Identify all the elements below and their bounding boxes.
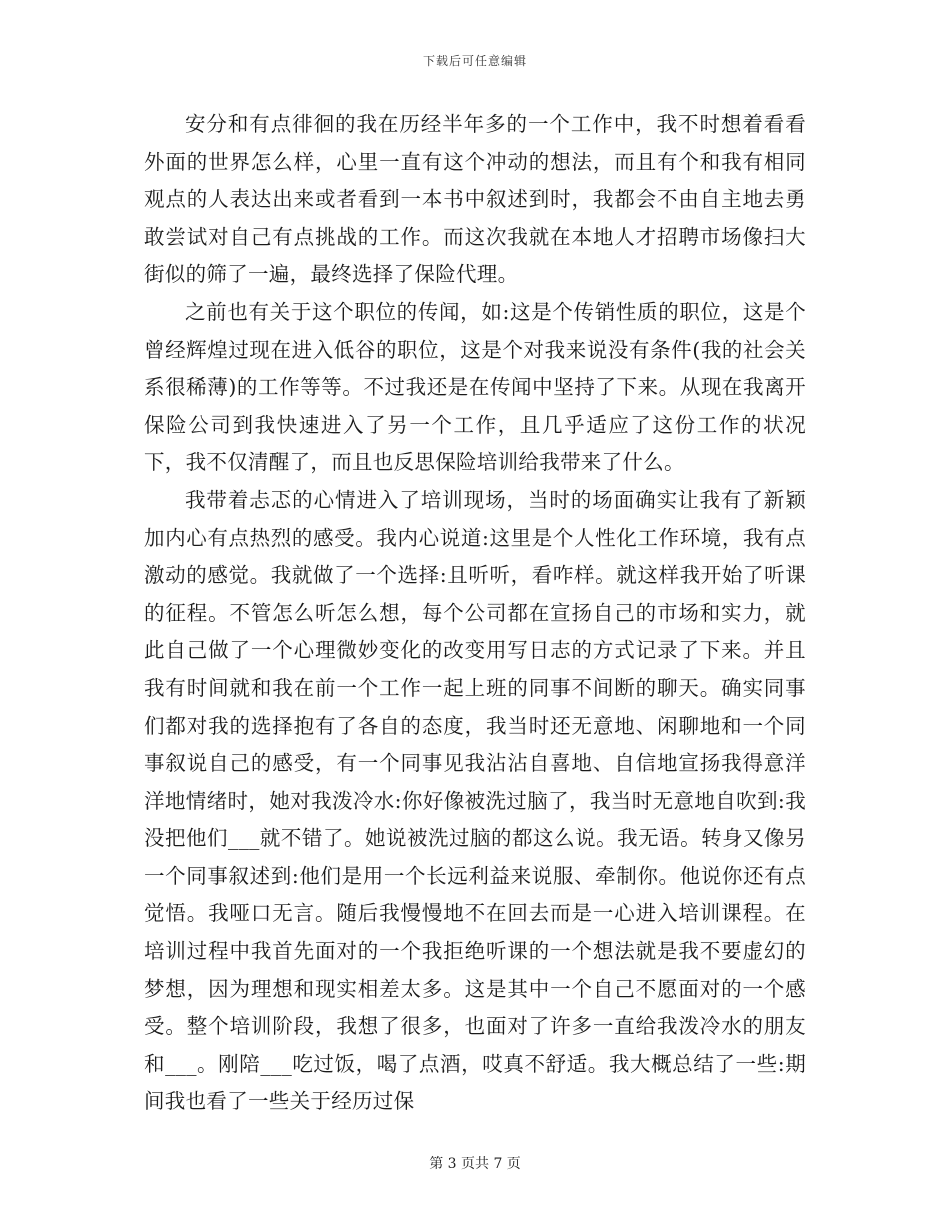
page-number: 第 3 页共 7 页 [429,1156,521,1172]
paragraph-2: 之前也有关于这个职位的传闻，如:这是个传销性质的职位，这是个曾经辉煌过现在进入低谷的职位，这是个对我来说没有条件(我的社会关系很稀薄)的工作等等。不过我还是在传闻中坚持了下来。从现在我离开保险公司到我快速进入了另一个工作，且几乎适应了这份工作的状况下，我不仅清醒了，而且也反思保险培训给我带来了什么。 [144,299,806,475]
page-header: 下载后可任意编辑 [422,54,527,68]
document-body [144,106,806,1121]
paragraph-3: 我带着忐忑的心情进入了培训现场，当时的场面确实让我有了新颖加内心有点热烈的感受。我内心说道:这里是个人性化工作环境，我有点激动的感觉。我就做了一个选择:且听听，看咋样。就这样我开始了听课的征程。不管怎么听怎么想，每个公司都在宣扬自己的市场和实力，就此自己做了一个心理微妙变化的改变用写日志的方式记录了下来。并且我有时间就和我在前一个工作一起上班的同事不间断的聊天。确实同事们都对我的选择抱有了各自的态度，我当时还无意地、闲聊地和一个同事叙说自己的感受，有一个同事见我沾沾自喜地、自信地宣扬我得意洋洋地情绪时，她对我泼冷水:你好像被洗过脑了，我当时无意地自吹到:我没把他们___就不错了。她说被洗过脑的都这么说。我无语。转身又像另一个同事叙述到:他们是用一个长远利益来说服、牵制你。他说你还有点觉悟。我哑口无言。随后我慢慢地不在回去而是一心进入培训课程。在培训过程中我首先面对的一个我拒绝听课的一个想法就是我不要虚幻的梦想，因为理想和现实相差太多。这是其中一个自己不愿面对的一个感受。整个培训阶段，我想了很多，也面对了许多一直给我泼冷水的朋友和___。刚陪___吃过饭，喝了点酒，哎真不舒适。我大概总结了一些:期间我也看了一些关于经历过保 [144,487,806,1114]
paragraph-1: 安分和有点徘徊的我在历经半年多的一个工作中，我不时想着看看外面的世界怎么样，心里一直有这个冲动的想法，而且有个和我有相同观点的人表达出来或者看到一本书中叙述到时，我都会不由自主地去勇敢尝试对自己有点挑战的工作。而这次我就在本地人才招聘市场像扫大街似的筛了一遍，最终选择了保险代理。 [144,112,806,287]
